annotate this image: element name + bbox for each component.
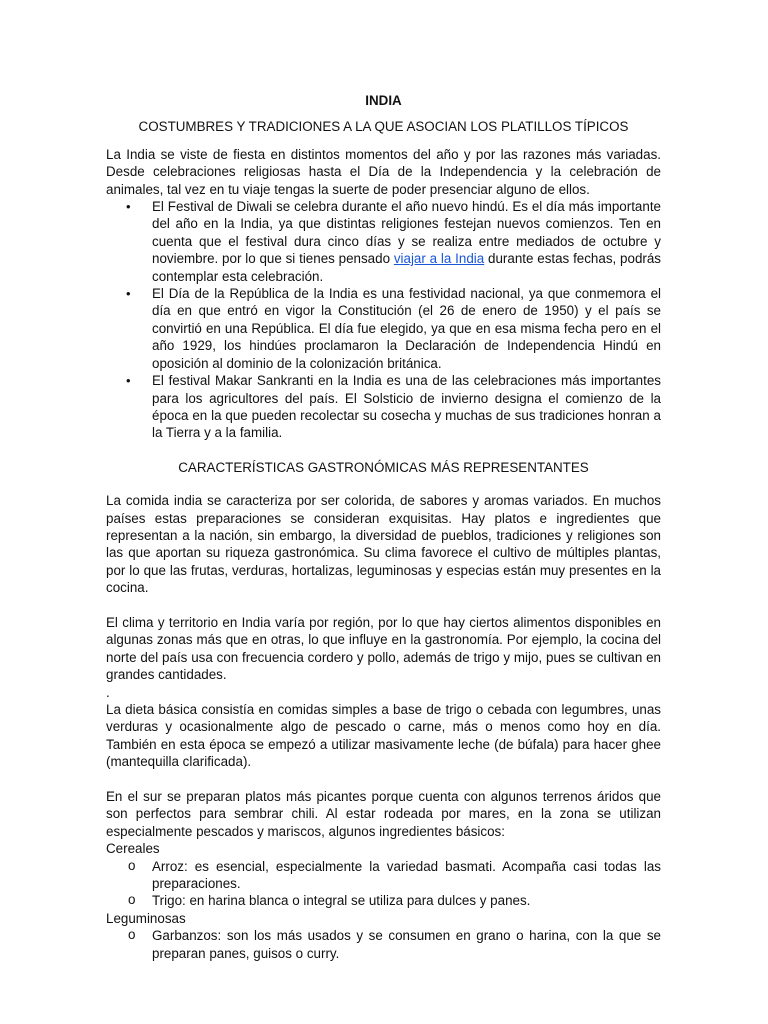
section-heading-gastronomy: CARACTERÍSTICAS GASTRONÓMICAS MÁS REPRESENTANTES [178,459,589,475]
cereales-list [106,858,661,910]
list-item [106,372,661,442]
bullet-icon: • [126,286,131,302]
festival-text: El festival Makar Sankranti en la India es una de las celebraciones más importantes para los agricultores del país. El Solsticio de invierno designa el comienzo de la época en la que pueden recolectar su cosecha y muchas de sus tradiciones honran a la Tierra y a la familia. [152,373,661,441]
viajar-india-link[interactable]: viajar a la India [393,251,485,267]
circle-bullet-icon: o [128,892,136,908]
list-item [106,858,661,893]
list-item-text: Arroz: es esencial, especialmente la variedad basmati. Acompaña casi todas las preparaciones. [152,858,661,892]
leguminosas-list [106,927,661,962]
festival-text: El Día de la República de la India es una festividad nacional, ya que conmemora el día en que entró en vigor la Constitución (el 26 de enero de 1950) y el país se convirtió en una República. El día fue elegido, ya que en esa misma fecha pero en el año 1929, los hindúes proclamaron la Declaración de Independencia Hindú en oposición al dominio de la colonización británica. [152,286,661,371]
circle-bullet-icon: o [128,927,136,943]
list-item [106,927,661,962]
leguminosas-heading: Leguminosas [106,910,186,926]
paragraph: En el sur se preparan platos más picantes porque cuenta con algunos terrenos áridos que son perfectos para sembrar chili. Al estar rodeada por mares, en la zona se utilizan especialmente pescados y mariscos, algunos ingredientes básicos: [106,789,661,839]
bullet-icon: • [126,373,131,389]
list-item [106,892,661,909]
cereales-heading: Cereales [106,841,160,857]
list-item-text: Garbanzos: son los más usados y se consumen en grano o harina, con la que se preparan panes, guisos o curry. [152,928,661,961]
document-content [106,92,661,962]
list-item [106,198,661,285]
paragraph: El clima y territorio en India varía por región, por lo que hay ciertos alimentos disponibles en algunas zonas más que en otras, lo que influye en la gastronomía. Por ejemplo, la cocina del norte del país usa con frecuencia cordero y pollo, además de trigo y mijo, pues se cultivan en grandes cantidades. [106,614,661,683]
festival-text-end: durante estas fechas, podrás contemplar esta celebración. [152,251,661,284]
festival-list [106,198,661,442]
paragraph-dot: . [106,684,110,700]
list-item-text: Trigo: en harina blanca o integral se utiliza para dulces y panes. [152,893,531,909]
section-heading-customs: COSTUMBRES Y TRADICIONES A LA QUE ASOCIAN LOS PLATILLOS TÍPICOS [138,119,629,135]
festival-text: El Festival de Diwali se celebra durante el año nuevo hindú. Es el día más importante del año en la India, ya que distintas religiones festejan nuevos comienzos. Ten en cuenta que el festival dura cinco días y se realiza entre mediados de octubre y noviembre. por lo que si tienes pensado [152,199,661,267]
circle-bullet-icon: o [128,857,136,873]
intro-paragraph: La India se viste de fiesta en distintos momentos del año y por las razones más variadas. Desde celebraciones religiosas hasta el Día de la Independencia y la celebración de animales, tal vez en tu viaje tengas la suerte de poder presenciar alguno de ellos. [106,146,661,197]
page-title: INDIA [365,93,402,108]
paragraph: La comida india se caracteriza por ser colorida, de sabores y aromas variados. En muchos países estas preparaciones se consideran exquisitas. Hay platos e ingredientes que representan a la nación, sin embargo, la diversidad de pueblos, tradiciones y religiones son las que aportan su riqueza gastronómica. Su clima favorece el cultivo de múltiples plantas, por lo que las frutas, verduras, hortalizas, leguminosas y especias están muy presentes en la cocina. [106,493,661,596]
list-item [106,285,661,372]
paragraph: La dieta básica consistía en comidas simples a base de trigo o cebada con legumbres, unas verduras y ocasionalmente algo de pescado o carne, más o menos como hoy en día. También en esta época se empezó a utilizar masivamente leche (de búfala) para hacer ghee (mantequilla clarificada). [106,701,661,770]
bullet-icon: • [126,199,131,215]
